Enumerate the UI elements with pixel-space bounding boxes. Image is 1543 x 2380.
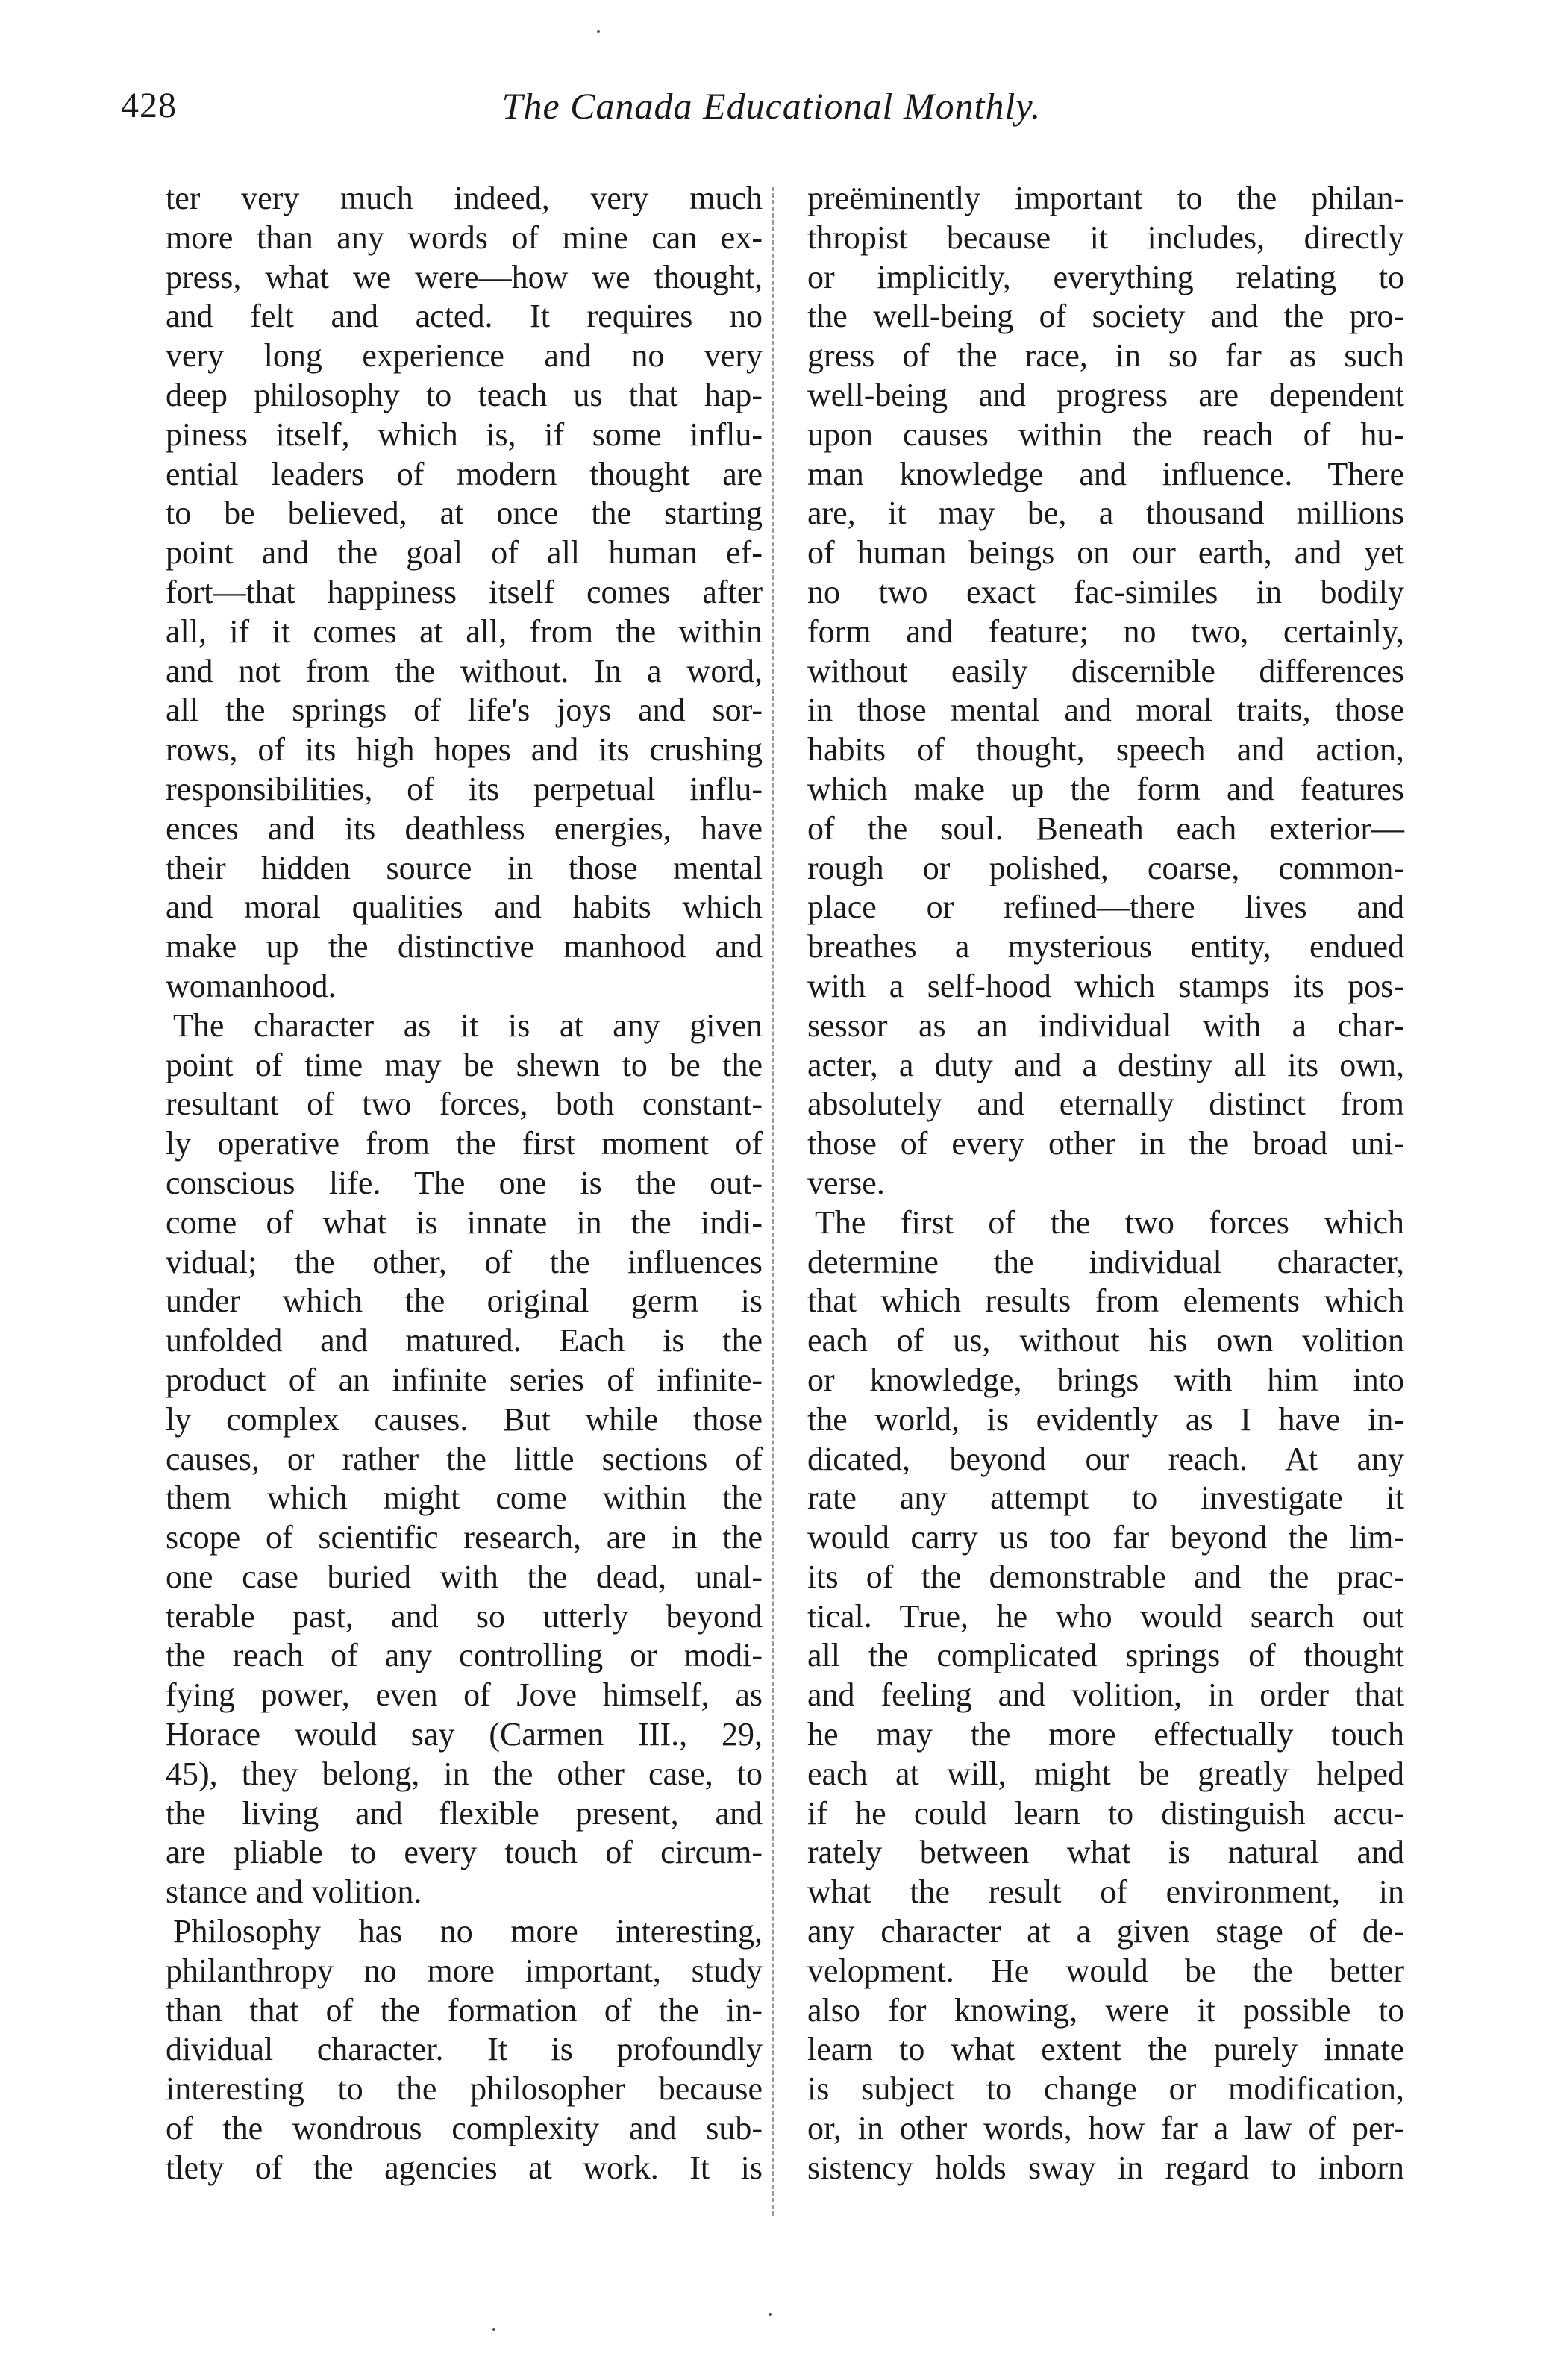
text-line: tlety of the agencies at work. It is [166, 2149, 763, 2186]
text-line: each of us, without his own volition [807, 1322, 1404, 1359]
text-line: unfolded and matured. Each is the [166, 1322, 763, 1359]
text-line: and feeling and volition, in order that [807, 1676, 1404, 1714]
text-line: without easily discernible differences [807, 652, 1404, 689]
text-line: and moral qualities and habits which [166, 889, 763, 926]
text-line: he may the more effectually touch [807, 1716, 1404, 1753]
text-line: also for knowing, were it possible to [807, 1991, 1404, 2029]
text-line: resultant of two forces, both constant- [166, 1086, 763, 1123]
text-line: ter very much indeed, very much [166, 180, 763, 216]
text-line: of the soul. Beneath each exterior— [807, 809, 1404, 847]
text-line: than that of the formation of the in- [166, 1991, 763, 2029]
text-line: 45), they belong, in the other case, to [166, 1755, 763, 1792]
page-number: 428 [121, 86, 177, 125]
text-line: all the springs of life's joys and sor- [166, 692, 763, 729]
text-line: velopment. He would be the better [807, 1952, 1404, 1989]
text-line: causes, or rather the little sections of [166, 1440, 763, 1477]
speck-mark [769, 2313, 772, 2316]
text-line: The first of the two forces which [815, 1203, 1404, 1241]
text-line: acter, a duty and a destiny all its own, [807, 1046, 1404, 1083]
text-line: place or refined—there lives and [807, 889, 1404, 926]
text-line: which make up the form and features [807, 770, 1404, 807]
text-line: of human beings on our earth, and yet [807, 534, 1404, 571]
left-column [166, 179, 763, 2188]
text-line: interesting to the philosopher because [166, 2070, 763, 2108]
text-line: any character at a given stage of de- [807, 1913, 1404, 1950]
text-line: to be believed, at once the starting [166, 495, 763, 532]
text-line: what the result of environment, in [807, 1873, 1404, 1911]
column-divider [772, 187, 774, 2216]
text-line: rately between what is natural and [807, 1834, 1404, 1871]
text-line: all the complicated springs of thought [807, 1637, 1404, 1674]
text-line: terable past, and so utterly beyond [166, 1597, 763, 1635]
text-line: that which results from elements which [807, 1283, 1404, 1320]
text-line: them which might come within the [166, 1479, 763, 1517]
text-line: in those mental and moral traits, those [807, 692, 1404, 729]
text-line: their hidden source in those mental [166, 849, 763, 886]
text-line: one case buried with the dead, unal- [166, 1558, 763, 1595]
text-line: habits of thought, speech and action, [807, 731, 1404, 768]
text-line: the world, is evidently as I have in- [807, 1400, 1404, 1438]
running-title: The Canada Educational Monthly. [501, 85, 1042, 127]
text-line: the well-being of society and the pro- [807, 298, 1404, 335]
text-line: are pliable to every touch of circum- [166, 1834, 763, 1871]
text-line: no two exact fac-similes in bodily [807, 573, 1404, 610]
text-line: point and the goal of all human ef- [166, 534, 763, 571]
text-line: would carry us too far beyond the lim- [807, 1519, 1404, 1556]
text-line: with a self-hood which stamps its pos- [807, 967, 1404, 1004]
text-line: womanhood. [166, 967, 337, 1004]
text-line: come of what is innate in the indi- [166, 1203, 763, 1241]
text-line: well-being and progress are dependent [807, 376, 1404, 413]
text-line: sessor as an individual with a char- [807, 1006, 1404, 1044]
text-line: absolutely and eternally distinct from [807, 1086, 1404, 1123]
text-line: dividual character. It is profoundly [166, 2031, 763, 2068]
text-line: rough or polished, coarse, common- [807, 849, 1404, 886]
text-line: ences and its deathless energies, have [166, 809, 763, 847]
text-line: The character as it is at any given [173, 1006, 763, 1044]
page-header [0, 84, 1543, 151]
text-line: responsibilities, of its perpetual influ- [166, 770, 763, 807]
text-line: philanthropy no more important, study [166, 1952, 763, 1989]
text-line: point of time may be shewn to be the [166, 1046, 763, 1083]
text-line: sistency holds sway in regard to inborn [807, 2149, 1404, 2186]
text-line: those of every other in the broad uni- [807, 1125, 1404, 1162]
text-line: tical. True, he who would search out [807, 1597, 1404, 1635]
text-line: ential leaders of modern thought are [166, 455, 763, 492]
text-line: breathes a mysterious entity, endued [807, 928, 1404, 965]
text-line: and not from the without. In a word, [166, 652, 763, 689]
text-line: ly complex causes. But while those [166, 1400, 763, 1438]
text-line: determine the individual character, [807, 1243, 1404, 1280]
text-line: dicated, beyond our reach. At any [807, 1440, 1404, 1477]
text-line: gress of the race, in so far as such [807, 337, 1404, 375]
text-line: its of the demonstrable and the prac- [807, 1558, 1404, 1595]
text-line: or knowledge, brings with him into [807, 1361, 1404, 1398]
text-line: fort—that happiness itself comes after [166, 573, 763, 610]
text-line: more than any words of mine can ex- [166, 219, 763, 256]
speck-mark [492, 2328, 495, 2331]
text-line: press, what we were—how we thought, [166, 258, 763, 295]
text-line: learn to what extent the purely innate [807, 2031, 1404, 2068]
text-line: Horace would say (Carmen III., 29, [166, 1716, 763, 1753]
text-line: make up the distinctive manhood and [166, 928, 763, 965]
text-line: preëminently important to the philan- [807, 180, 1404, 216]
right-column [807, 179, 1404, 2188]
text-line: stance and volition. [166, 1873, 422, 1911]
text-line: very long experience and no very [166, 337, 763, 375]
text-line: of the wondrous complexity and sub- [166, 2110, 763, 2147]
text-line: piness itself, which is, if some influ- [166, 416, 763, 453]
text-line: conscious life. The one is the out- [166, 1164, 763, 1201]
text-line: each at will, might be greatly helped [807, 1755, 1404, 1792]
text-line: under which the original germ is [166, 1283, 763, 1320]
text-line: all, if it comes at all, from the within [166, 613, 763, 650]
text-line: rows, of its high hopes and its crushing [166, 731, 763, 768]
text-line: upon causes within the reach of hu- [807, 416, 1404, 453]
text-line: ly operative from the first moment of [166, 1125, 763, 1162]
text-line: fying power, even of Jove himself, as [166, 1676, 763, 1714]
text-line: scope of scientific research, are in the [166, 1519, 763, 1556]
text-line: product of an infinite series of infinite- [166, 1361, 763, 1398]
text-line: vidual; the other, of the influences [166, 1243, 763, 1280]
text-line: the living and flexible present, and [166, 1794, 763, 1832]
text-line: or implicitly, everything relating to [807, 258, 1404, 295]
text-line: rate any attempt to investigate it [807, 1479, 1404, 1517]
text-line: are, it may be, a thousand millions [807, 495, 1404, 532]
text-line: or, in other words, how far a law of per- [807, 2110, 1404, 2147]
text-line: man knowledge and influence. There [807, 455, 1404, 492]
text-line: thropist because it includes, directly [807, 219, 1404, 256]
text-line: if he could learn to distinguish accu- [807, 1794, 1404, 1832]
text-line: deep philosophy to teach us that hap- [166, 376, 763, 413]
speck-mark [597, 30, 600, 33]
text-line: and felt and acted. It requires no [166, 298, 763, 335]
text-line: Philosophy has no more interesting, [173, 1913, 763, 1950]
text-line: verse. [807, 1164, 885, 1201]
text-line: the reach of any controlling or modi- [166, 1637, 763, 1674]
text-line: form and feature; no two, certainly, [807, 613, 1404, 650]
text-line: is subject to change or modification, [807, 2070, 1404, 2108]
